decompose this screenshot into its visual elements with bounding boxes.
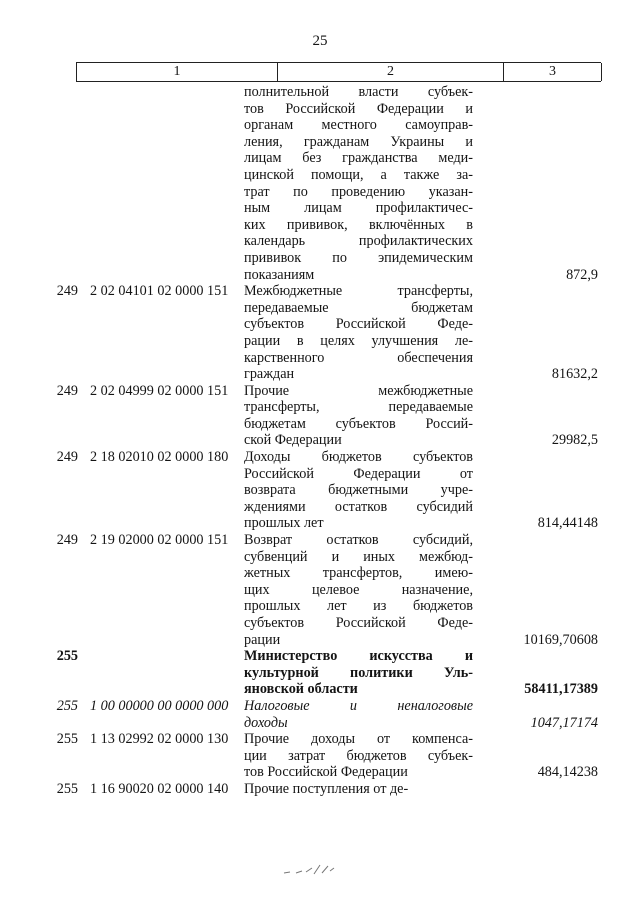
- row-budget-code: 1 00 00000 00 0000 000: [90, 697, 229, 714]
- description-line: рации в целях улучшения ле-: [244, 332, 473, 349]
- row-description: [240, 283, 473, 383]
- description-line: ких прививок, включённых в: [244, 216, 473, 233]
- row-description: [240, 731, 473, 781]
- table-row: [0, 731, 598, 781]
- description-line: тов Российской Федерации и: [244, 100, 473, 117]
- description-line: культурной политики Уль-: [244, 664, 473, 681]
- row-amount: 484,14238: [537, 764, 598, 781]
- row-budget-code: 1 16 90020 02 0000 140: [90, 780, 229, 797]
- row-budget-code: 2 19 02000 02 0000 151: [90, 532, 229, 549]
- row-description: [240, 648, 473, 698]
- table-row: [0, 698, 598, 731]
- row-admin-code: 249: [56, 382, 78, 399]
- row-budget-code: [78, 648, 240, 698]
- row-admin-code: [0, 84, 78, 283]
- row-amount: [473, 781, 598, 798]
- column-header-3: 3: [504, 63, 602, 81]
- description-line: Прочие доходы от компенса-: [244, 731, 473, 748]
- description-line: ской Федерации: [244, 432, 342, 449]
- description-line: календарь профилактических: [244, 233, 473, 250]
- description-line: показаниям: [244, 266, 315, 283]
- row-admin-code: 249: [56, 283, 78, 300]
- row-description: [240, 532, 473, 648]
- row-admin-code: 249: [56, 449, 78, 466]
- description-line: Возврат остатков субсидий,: [244, 532, 473, 549]
- table-row: [0, 84, 598, 283]
- description-line: субъектов Российской Феде-: [244, 316, 473, 333]
- row-admin-code: 255: [56, 780, 78, 797]
- row-budget-code: 1 13 02992 02 0000 130: [90, 731, 229, 748]
- description-line: граждан: [244, 366, 295, 383]
- table-row: [0, 449, 598, 532]
- row-amount: 58411,17389: [524, 681, 598, 698]
- description-line: прошлых лет из бюджетов: [244, 598, 473, 615]
- description-line: доходы: [244, 714, 288, 731]
- table-row: [0, 648, 598, 698]
- column-header-2: 2: [278, 63, 504, 81]
- row-amount: 10169,70608: [523, 631, 598, 648]
- description-line: щих целевое назначение,: [244, 581, 473, 598]
- description-line: ным лицам профилактичес-: [244, 200, 473, 217]
- description-line: Доходы бюджетов субъектов: [244, 449, 473, 466]
- description-line: рации: [244, 631, 281, 648]
- scan-smudge-mark: [282, 862, 352, 876]
- description-line: цинской помощи, а также за-: [244, 166, 473, 183]
- row-description: [240, 84, 473, 283]
- column-header-row: [76, 62, 601, 82]
- column-header-1: 1: [77, 63, 278, 81]
- page-number: 25: [312, 33, 328, 49]
- description-line: бюджетам субъектов Россий-: [244, 415, 473, 432]
- description-line: лицам без гражданства меди-: [244, 150, 473, 167]
- table-row: [0, 532, 598, 648]
- row-budget-code: 2 18 02010 02 0000 180: [90, 449, 229, 466]
- description-line: жетных трансфертов, имею-: [244, 565, 473, 582]
- description-line: ждениями остатков субсидий: [244, 498, 473, 515]
- description-line: полнительной власти субъек-: [244, 84, 473, 100]
- description-line: прошлых лет: [244, 515, 324, 532]
- description-line: тов Российской Федерации: [244, 764, 408, 781]
- row-amount: 872,9: [566, 266, 598, 283]
- description-line: Прочие межбюджетные: [244, 382, 473, 399]
- description-line: яновской области: [244, 681, 358, 698]
- description-line: субъектов Российской Феде-: [244, 615, 473, 631]
- row-admin-code: 249: [56, 532, 78, 549]
- table-row: [0, 781, 598, 798]
- row-description: [240, 698, 473, 731]
- description-line: органам местного самоуправ-: [244, 117, 473, 134]
- description-line: Министерство искусства и: [244, 648, 473, 665]
- description-line: субвенций и иных межбюд-: [244, 548, 473, 565]
- row-amount: 81632,2: [551, 366, 598, 383]
- row-description: [240, 449, 473, 532]
- description-line: ления, гражданам Украины и: [244, 133, 473, 150]
- row-budget-code: 2 02 04999 02 0000 151: [90, 382, 229, 399]
- description-line: Налоговые и неналоговые: [244, 697, 473, 714]
- description-line: трат по проведению указан-: [244, 183, 473, 200]
- description-line: Прочие поступления от де-: [244, 780, 409, 797]
- row-budget-code: 2 02 04101 02 0000 151: [90, 283, 229, 300]
- description-line: Российской Федерации от: [244, 465, 473, 482]
- row-budget-code: [78, 84, 240, 283]
- table-row: [0, 283, 598, 383]
- description-line: трансферты, передаваемые: [244, 399, 473, 416]
- table-row: [0, 383, 598, 449]
- description-line: карственного обеспечения: [244, 349, 473, 366]
- row-admin-code: 255: [56, 731, 78, 748]
- row-amount: 814,44148: [537, 515, 598, 532]
- description-line: возврата бюджетными учре-: [244, 482, 473, 499]
- row-description: [240, 781, 473, 798]
- description-line: передаваемые бюджетам: [244, 299, 473, 316]
- row-amount: 1047,17174: [530, 714, 598, 731]
- table-body: [0, 84, 640, 798]
- row-admin-code: 255: [56, 648, 78, 665]
- description-line: прививок по эпидемическим: [244, 249, 473, 266]
- description-line: ции затрат бюджетов субъек-: [244, 747, 473, 764]
- row-admin-code: 255: [56, 697, 78, 714]
- row-description: [240, 383, 473, 449]
- row-amount: 29982,5: [551, 432, 598, 449]
- description-line: Межбюджетные трансферты,: [244, 283, 473, 300]
